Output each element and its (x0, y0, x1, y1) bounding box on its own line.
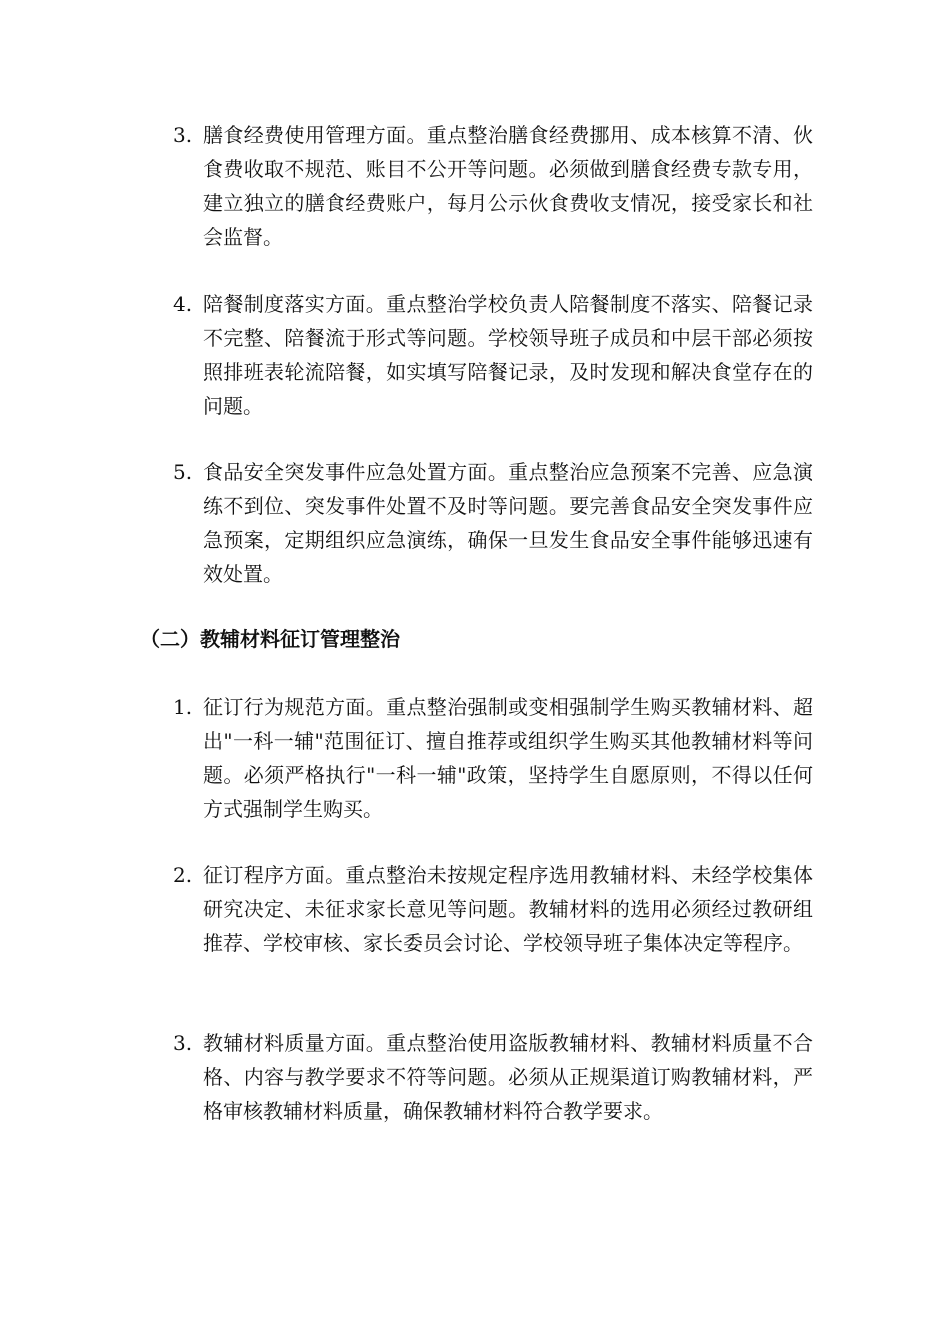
item-number: 3. (173, 123, 193, 147)
item-text: 教辅材料质量方面。重点整治使用盗版教辅材料、教辅材料质量不合格、内容与教学要求不符等问题。必须从正规渠道订购教辅材料，严格审核教辅材料质量，确保教辅材料符合教学要求。 (203, 1031, 813, 1123)
list-item (173, 858, 813, 960)
item-text: 膳食经费使用管理方面。重点整治膳食经费挪用、成本核算不清、伙食费收取不规范、账目不公开等问题。必须做到膳食经费专款专用，建立独立的膳食经费账户，每月公示伙食费收支情况，接受家长和社会监督。 (203, 123, 813, 249)
list-item (173, 1026, 813, 1128)
item-text: 陪餐制度落实方面。重点整治学校负责人陪餐制度不落实、陪餐记录不完整、陪餐流于形式等问题。学校领导班子成员和中层干部必须按照排班表轮流陪餐，如实填写陪餐记录，及时发现和解决食堂存在的问题。 (203, 292, 813, 418)
item-text: 食品安全突发事件应急处置方面。重点整治应急预案不完善、应急演练不到位、突发事件处置不及时等问题。要完善食品安全突发事件应急预案，定期组织应急演练，确保一旦发生食品安全事件能够迅速有效处置。 (203, 460, 813, 586)
item-text: 征订程序方面。重点整治未按规定程序选用教辅材料、未经学校集体研究决定、未征求家长意见等问题。教辅材料的选用必须经过教研组推荐、学校审核、家长委员会讨论、学校领导班子集体决定等程序。 (203, 863, 813, 955)
item-text: 征订行为规范方面。重点整治强制或变相强制学生购买教辅材料、超出"一科一辅"范围征订、擅自推荐或组织学生购买其他教辅材料等问题。必须严格执行"一科一辅"政策，坚持学生自愿原则，不得以任何方式强制学生购买。 (203, 695, 813, 821)
item-number: 4. (173, 292, 193, 316)
list-item (173, 455, 813, 591)
item-number: 1. (173, 695, 193, 719)
item-number: 2. (173, 863, 193, 887)
list-item (173, 690, 813, 826)
list-item (173, 118, 813, 254)
item-number: 5. (173, 460, 193, 484)
section-heading: （二）教辅材料征订管理整治 (140, 627, 400, 651)
list-item (173, 287, 813, 423)
item-number: 3. (173, 1031, 193, 1055)
